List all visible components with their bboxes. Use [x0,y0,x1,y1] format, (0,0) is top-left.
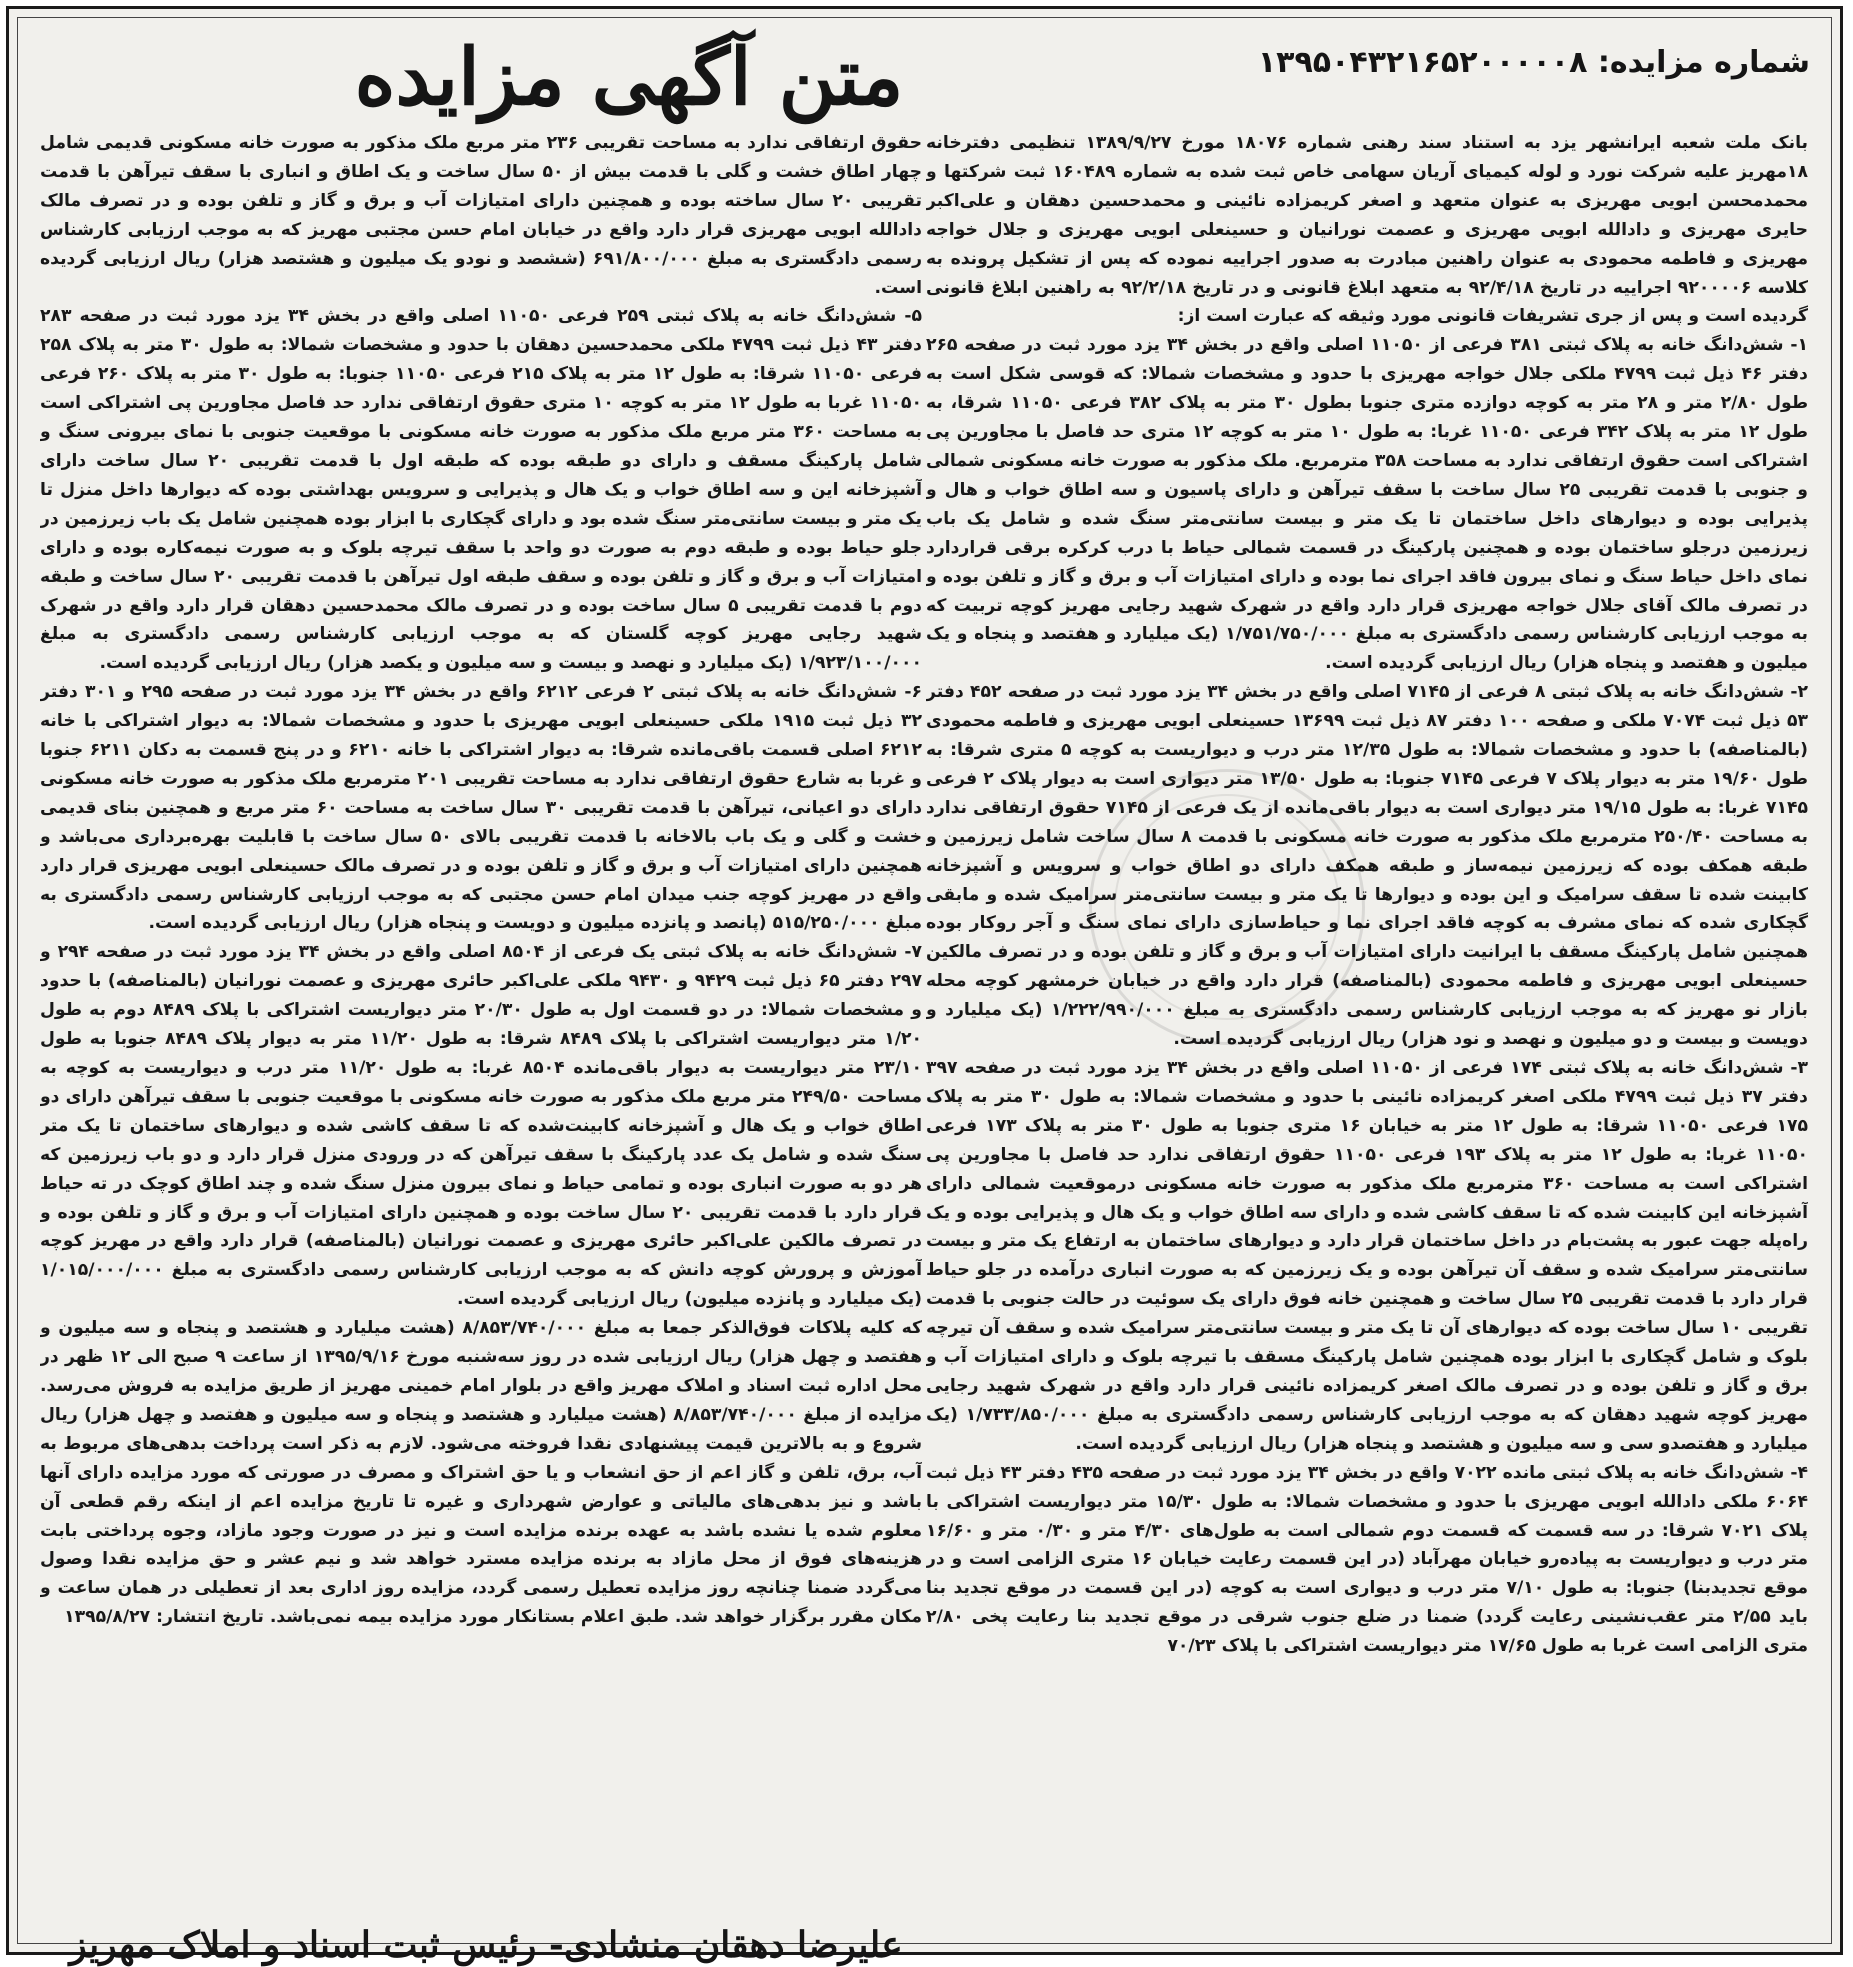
signature-line: علیرضا دهقان منشادی- رئیس ثبت اسناد و املاک مهریز [69,1924,903,1966]
right-column [926,129,1808,1919]
property-5-paragraph: ۵- شش‌دانگ خانه به پلاک ثبتی ۲۵۹ فرعی ۱۱۰۵۰ اصلی واقع در بخش ۳۴ یزد مورد ثبت در صفحه ۲۸۳ دفتر ۴۳ ذیل ثبت ۴۷۹۹ ملکی محمدحسین دهقان با حدود و مشخصات شمالا: به طول ۳۰ متر به پلاک ۲۵۸ فرعی ۱۱۰۵۰ شرقا: به طول ۱۲ متر به پلاک ۲۱۵ فرعی ۱۱۰۵۰ جنوبا: به طول ۳۰ متر به پلاک ۲۶۰ فرعی ۱۱۰۵۰ غربا به طول ۱۲ متر به کوچه ۱۰ متری حقوق ارتفاقی ندارد حد فاصل مجاورین پی اشتراکی است به مساحت ۳۶۰ متر مربع ملک مذکور به صورت خانه مسکونی با موقعیت جنوبی با نمای بیرونی سنگ و شامل پارکینگ مسقف و دارای دو طبقه بوده که طبقه اول با قدمت تقریبی ۲۰ سال ساخت دارای آشپزخانه این و سه اطاق خواب و یک هال و پذیرایی و سرویس بهداشتی بوده که دیوارها داخل منزل تا یک متر و بیست سانتی‌متر سنگ شده بود و دارای گچکاری با ابزار بوده همچنین شامل یک باب زیرزمین در جلو حیاط بوده و طبقه دوم به صورت دو واحد با سقف تیرچه بلوک و به صورت نیمه‌کاره بوده و دارای امتیازات آب و برق و گاز و تلفن بوده و سقف طبقه اول تیرآهن با قدمت تقریبی ۲۰ سال ساخت و طبقه دوم با قدمت تقریبی ۵ سال ساخت بوده و در تصرف مالک محمدحسین دهقان قرار دارد واقع در شهرک شهید رجایی مهریز کوچه گلستان که به موجب ارزیابی کارشناس رسمی دادگستری به مبلغ ۱/۹۲۳/۱۰۰/۰۰۰ (یک میلیارد و نهصد و بیست و سه میلیون و یکصد هزار) ریال ارزیابی گردیده است. [40,306,922,674]
property-4-continued-paragraph: حقوق ارتفاقی ندارد به مساحت تقریبی ۲۳۶ متر مربع ملک مذکور به صورت خانه مسکونی قدیمی شامل چهار اطاق خشت و گلی با قدمت بیش از ۵۰ سال ساخت و یک اطاق و انباری با سقف تیرآهن با قدمت تقریبی ۲۰ سال ساخته بوده و همچنین دارای امتیازات آب و برق و گاز و تلفن بوده و در تصرف مالک دادالله ابویی مهریزی قرار دارد واقع در خیابان امام حسن مجتبی مهریز که به موجب ارزیابی کارشناس رسمی دادگستری به مبلغ ۶۹۱/۸۰۰/۰۰۰ (ششصد و نودو یک میلیون و هشتصد هزار) ریال ارزیابی گردیده است. [40,133,922,298]
left-column [40,129,922,1919]
intro-paragraph: بانک ملت شعبه ایرانشهر یزد به استناد سند رهنی شماره ۱۸۰۷۶ مورخ ۱۳۸۹/۹/۲۷ تنظیمی دفترخانه ۱۸مهریز علیه شرکت نورد و لوله کیمیای آریان سهامی خاص ثبت شده به شماره ۱۶۰۴۸۹ ثبت شرکتها و محمدمحسن ابویی مهریزی به عنوان متعهد و اصغر کریمزاده نائینی و محمدحسین دهقان و علی‌اکبر حایری مهریزی و دادالله ابویی مهریزی و عصمت نورانیان و حسینعلی ابویی مهریزی و جلال خواجه مهریزی و فاطمه محمودی به عنوان راهنین مبادرت به صدور اجراییه نموده که پس از تشکیل پرونده به کلاسه ۹۲۰۰۰۰۶ اجراییه در تاریخ ۹۲/۴/۱۸ به متعهد ابلاغ قانونی و در تاریخ ۹۲/۲/۱۸ به راهنین ابلاغ قانونی گردیده است و پس از جری تشریفات قانونی مورد وثیقه که عبارت است از: [926,133,1808,327]
property-2-paragraph: ۲- شش‌دانگ خانه به پلاک ثبتی ۸ فرعی از ۷۱۴۵ اصلی واقع در بخش ۳۴ یزد مورد ثبت در صفحه ۴۵۲ دفتر ۵۳ ذیل ثبت ۷۰۷۴ ملکی و صفحه ۱۰۰ دفتر ۸۷ ذیل ثبت ۱۳۶۹۹ حسینعلی ابویی مهریزی و فاطمه محمودی (بالمناصفه) با حدود و مشخصات شمالا: به طول ۱۲/۳۵ متر درب و دیواریست به کوچه ۵ متری شرقا: به طول ۱۹/۶۰ متر به دیوار پلاک ۷ فرعی ۷۱۴۵ جنوبا: به طول ۱۳/۵۰ متر دیواری است به دیوار پلاک ۲ فرعی ۷۱۴۵ غربا: به طول ۱۹/۱۵ متر دیواری است به دیوار باقی‌مانده از یک فرعی از ۷۱۴۵ حقوق ارتفاقی ندارد به مساحت ۲۵۰/۴۰ مترمربع ملک مذکور به صورت خانه مسکونی با قدمت ۸ سال ساخت شامل زیرزمین و طبقه همکف بوده که زیرزمین نیمه‌ساز و طبقه همکف دارای دو اطاق خواب و سرویس و آشپزخانه کابینت شده تا سقف سرامیک و این بوده و دیوارها تا یک متر و بیست سانتی‌متر سرامیک شده و مابقی گچکاری شده که نمای مشرف به کوچه فاقد اجرای نما و حیاط‌سازی دارای نمای سنگ و آجر روکار بوده همچنین شامل پارکینگ مسقف با ایرانیت دارای امتیازات آب و برق و گاز و تلفن بوده و در تصرف مالکین حسینعلی ابویی مهریزی و فاطمه محمودی (بالمناصفه) قرار دارد واقع در خیابان خرمشهر کوچه محله بازار نو مهریز که به موجب ارزیابی کارشناس رسمی دادگستری به مبلغ ۱/۲۲۲/۹۹۰/۰۰۰ (یک میلیارد و دویست و بیست و دو میلیون و نهصد و نود هزار) ریال ارزیابی گردیده است. [926,682,1808,1050]
auction-notice [6,6,1843,1966]
auction-number: شماره مزایده: ۱۳۹۵۰۴۳۲۱۶۵۲۰۰۰۰۰۸ [1257,45,1810,80]
property-6-paragraph: ۶- شش‌دانگ خانه به پلاک ثبتی ۲ فرعی ۶۲۱۲ واقع در بخش ۳۴ یزد مورد ثبت در صفحه ۲۹۵ و ۳۰۱ دفتر ۳۲ ذیل ثبت ۱۹۱۵ ملکی حسینعلی ابویی مهریزی با حدود و مشخصات شمالا: به دیوار اشتراکی با خانه ۶۲۱۲ اصلی قسمت باقی‌مانده شرقا: به دیوار اشتراکی با خانه ۶۲۱۰ و در پنج قسمت به دکان ۶۲۱۱ جنوبا و غربا به شارع حقوق ارتفاقی ندارد به مساحت تقریبی ۲۰۱ مترمربع ملک مذکور به صورت خانه مسکونی دارای دو اعیانی، تیرآهن با قدمت تقریبی ۳۰ سال ساخت به مساحت ۶۰ متر مربع و همچنین بنای قدیمی خشت و گلی و یک باب بالاخانه با قدمت تقریبی بالای ۵۰ سال ساخت با قابلیت بهره‌برداری می‌باشد و همچنین دارای امتیازات آب و برق و گاز و تلفن بوده و در تصرف مالک حسینعلی ابویی مهریزی قرار دارد واقع در مهریز کوچه جنب میدان امام حسن مجتبی که به موجب ارزیابی کارشناس رسمی دادگستری به مبلغ ۵۱۵/۲۵۰/۰۰۰ (پانصد و پانزده میلیون و دویست و پنجاه هزار) ریال ارزیابی گردیده است. [40,682,922,934]
property-4-paragraph: ۴- شش‌دانگ خانه به پلاک ثبتی مانده ۷۰۲۲ واقع در بخش ۳۴ یزد مورد ثبت در صفحه ۴۳۵ دفتر ۴۳ ذیل ثبت ۶۰۶۴ ملکی دادالله ابویی مهریزی با حدود و مشخصات شمالا: به طول ۱۵/۳۰ متر دیواریست اشتراکی با پلاک ۷۰۲۱ شرقا: در سه قسمت که قسمت دوم شمالی است به طول‌های ۴/۳۰ متر و ۰/۳۰ متر و ۱۶/۶۰ متر درب و دیواریست به پیاده‌رو خیابان مهرآباد (در این قسمت رعایت خیابان ۱۶ متری الزامی است و در موقع تجدیدبنا) جنوبا: به طول ۷/۱۰ متر درب و دیواری است به کوچه (در این قسمت در موقع تجدید بنا باید ۲/۵۵ متر عقب‌نشینی رعایت گردد) ضمنا در ضلع جنوب شرقی در موقع تجدید بنا رعایت پخی ۲/۸۰ متری الزامی است غربا به طول ۱۷/۶۵ متر دیواریست اشتراکی با پلاک ۷۰/۲۳ [926,1462,1808,1657]
property-3-paragraph: ۳- شش‌دانگ خانه به پلاک ثبتی ۱۷۴ فرعی از ۱۱۰۵۰ اصلی واقع در بخش ۳۴ یزد مورد ثبت در صفحه ۳۹۷ دفتر ۳۷ ذیل ثبت ۴۷۹۹ ملکی اصغر کریمزاده نائینی با حدود و مشخصات شمالا: به طول ۳۰ متر به پلاک ۱۷۵ فرعی ۱۱۰۵۰ شرقا: به طول ۱۲ متر به خیابان ۱۶ متری جنوبا به طول ۳۰ متر به پلاک ۱۷۳ فرعی ۱۱۰۵۰ غربا: به طول ۱۲ متر به پلاک ۱۹۳ فرعی ۱۱۰۵۰ حقوق ارتفاقی ندارد حد فاصل با مجاورین پی اشتراکی است به مساحت ۳۶۰ مترمربع ملک مذکور به صورت خانه مسکونی درموقعیت شمالی دارای آشپزخانه این کابینت شده که تا سقف کاشی شده و دارای سه اطاق خواب و یک هال و پذیرایی بوده و یک راه‌پله جهت عبور به پشت‌بام در داخل ساختمان قرار دارد و دیوارهای ساختمان به ارتفاع یک متر و بیست سانتی‌متر سرامیک شده و سقف آن تیرآهن بوده و یک زیرزمین که به صورت انباری درآمده در جلو حیاط قرار دارد با قدمت تقریبی ۲۵ سال ساخت و همچنین خانه فوق دارای یک سوئیت در حالت جنوبی با قدمت تقریبی ۱۰ سال ساخت بوده که دیوارهای آن تا یک متر و بیست سانتی‌متر سرامیک شده و سقف آن تیرچه بلوک و شامل گچکاری با ابزار بوده همچنین شامل پارکینگ مسقف با تیرچه بلوک و دارای امتیازات آب و برق و گاز و تلفن بوده و در تصرف مالک اصغر کریمزاده نائینی قرار دارد واقع در شهرک شهید رجایی مهریز کوچه شهید دهقان که به موجب ارزیابی کارشناس رسمی دادگستری به مبلغ ۱/۷۳۳/۸۵۰/۰۰۰ (یک میلیارد و هفتصدو سی و سه میلیون و هشتصد و پنجاه هزار) ریال ارزیابی گردیده است. [926,1058,1808,1454]
property-7-paragraph: ۷- شش‌دانگ خانه به پلاک ثبتی یک فرعی از ۸۵۰۴ اصلی واقع در بخش ۳۴ یزد مورد ثبت در صفحه ۲۹۴ و ۲۹۷ دفتر ۶۵ ذیل ثبت ۹۴۲۹ و ۹۴۳۰ ملکی علی‌اکبر حائری مهریزی و عصمت نورانیان (بالمناصفه) با حدود و مشخصات شمالا: در دو قسمت اول به طول ۲۰/۳۰ متر دیواریست اشتراکی با پلاک ۸۴۸۹ دوم به طول ۱/۲۰ متر دیواریست اشتراکی با پلاک ۸۴۸۹ شرقا: به طول ۱۱/۲۰ متر به دیوار پلاک ۸۴۸۹ جنوبا به طول ۲۳/۱۰ متر دیواریست به دیوار باقی‌مانده ۸۵۰۴ غربا: به طول ۱۱/۲۰ متر درب و دیواریست به کوچه به مساحت ۲۴۹/۵۰ متر مربع ملک مذکور به صورت خانه مسکونی با موقعیت جنوبی با سقف تیرآهن دارای دو اطاق خواب و یک هال و آشپزخانه کابینت‌شده که تا سقف کاشی شده و دیوارهای ساختمان تا یک متر سنگ شده و شامل یک عدد پارکینگ با سقف تیرآهن که در ورودی منزل قرار دارد و دو باب زیرزمین که هر دو به صورت انباری بوده و تمامی حیاط و نمای بیرون منزل سنگ شده و چند اطاق کوچک در ته حیاط قرار دارد با قدمت تقریبی ۲۰ سال ساخت بوده و همچنین دارای امتیازات آب و برق و گاز و تلفن بوده و در تصرف مالکین علی‌اکبر حائری مهریزی و عصمت نورانیان (بالمناصفه) قرار دارد واقع در مهریز کوچه آموزش و پرورش کوچه دانش که به موجب ارزیابی کارشناس رسمی دادگستری به مبلغ ۱/۰۱۵/۰۰۰/۰۰۰ (یک میلیارد و پانزده میلیون) ریال ارزیابی گردیده است. [40,942,922,1310]
notice-title: متن آگهی مزایده [354,32,904,123]
auction-terms-paragraph: که کلیه پلاکات فوق‌الذکر جمعا به مبلغ ۸/۸۵۳/۷۴۰/۰۰۰ (هشت میلیارد و هشتصد و پنجاه و سه میلیون و هفتصد و چهل هزار) ریال ارزیابی شده در روز سه‌شنبه مورخ ۱۳۹۵/۹/۱۶ از ساعت ۹ صبح الی ۱۲ ظهر در محل اداره ثبت اسناد و املاک مهریز واقع در بلوار امام خمینی مهریز از طریق مزایده به فروش می‌رسد. مزایده از مبلغ ۸/۸۵۳/۷۴۰/۰۰۰ (هشت میلیارد و هشتصد و پنجاه و سه میلیون و هفتصد و چهل هزار) ریال شروع و به بالاترین قیمت پیشنهادی نقدا فروخته می‌شود. لازم به ذکر است پرداخت بدهی‌های مربوط به آب، برق، تلفن و گاز اعم از حق انشعاب و یا حق اشتراک و مصرف در صورتی که مورد مزایده دارای آنها باشد و نیز بدهی‌های مالیاتی و عوارض شهرداری و غیره تا تاریخ مزایده اعم از اینکه رقم قطعی آن معلوم شده یا نشده باشد به عهده برنده مزایده است و نیز در صورت وجود مازاد، وجوه پرداختی بابت هزینه‌های فوق از محل مازاد به برنده مزایده مسترد خواهد شد و نیم عشر و حق مزایده نقدا وصول می‌گردد ضمنا چنانچه روز مزایده تعطیل رسمی گردد، مزایده روز اداری بعد از تعطیلی در همان ساعت و مکان مقرر برگزار خواهد شد. طبق اعلام بستانکار مورد مزایده بیمه نمی‌باشد. تاریخ انتشار: ۱۳۹۵/۸/۲۷ [40,1318,922,1628]
property-1-paragraph: ۱- شش‌دانگ خانه به پلاک ثبتی ۳۸۱ فرعی از ۱۱۰۵۰ اصلی واقع در بخش ۳۴ یزد مورد ثبت در صفحه ۲۶۵ دفتر ۴۶ ذیل ثبت ۴۷۹۹ ملکی جلال خواجه مهریزی با حدود و مشخصات شمالا: که قوسی شکل است به طول ۲/۸۰ متر و ۲۸ متر به کوچه دوازده متری جنوبا بطول ۳۰ متر به پلاک ۳۸۲ فرعی ۱۱۰۵۰ شرقا، به طول ۱۲ متر به پلاک ۳۴۲ فرعی ۱۱۰۵۰ غربا: به طول ۱۰ متر به کوچه ۱۲ متری حد فاصل با مجاورین پی اشتراکی است حقوق ارتفاقی ندارد به مساحت ۳۵۸ مترمربع. ملک مذکور به صورت خانه مسکونی شمالی و جنوبی با قدمت تقریبی ۲۵ سال ساخت با سقف تیرآهن و دارای پاسیون و سه اطاق خواب و هال و پذیرایی بوده و دیوارهای داخل ساختمان تا یک متر و بیست سانتی‌متر سنگ شده و شامل یک باب زیرزمین درجلو ساختمان بوده و همچنین پارکینگ در قسمت شمالی حیاط با درب کرکره برقی قراردارد نمای داخل حیاط سنگ و نمای بیرون فاقد اجرای نما بوده و دارای امتیازات آب و برق و گاز و تلفن بوده و در تصرف مالک آقای جلال خواجه مهریزی قرار دارد واقع در شهرک شهید رجایی مهریز کوچه تربیت که به موجب ارزیابی کارشناس رسمی دادگستری به مبلغ ۱/۷۵۱/۷۵۰/۰۰۰ (یک میلیارد و هفتصد و پنجاه و یک میلیون و هفتصد و پنجاه هزار) ریال ارزیابی گردیده است. [926,335,1808,674]
